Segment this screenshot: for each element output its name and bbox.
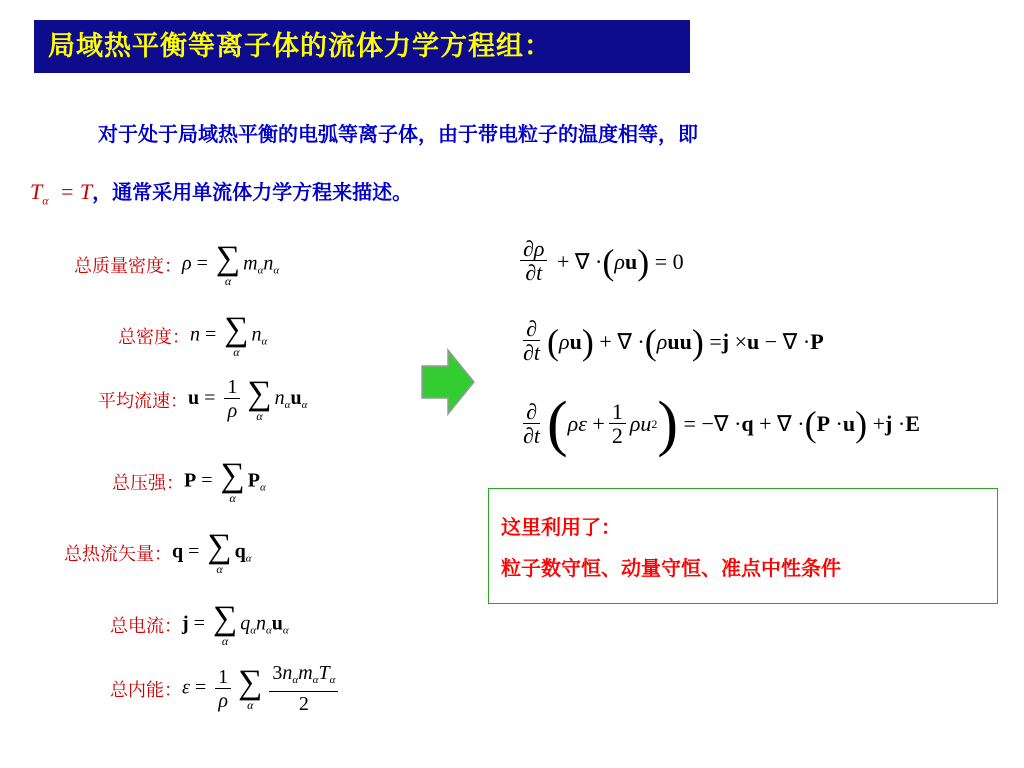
definition-label: 平均流速： bbox=[98, 390, 188, 412]
definition-label: 总压强： bbox=[112, 473, 184, 494]
mass-density-formula: ρ = ∑ α $m_\alpha n_\alpha$ bbox=[182, 240, 280, 288]
energy-equation: $\frac{\partial}{\partial t}$ ( ρε + $\frac{1}{2}$ ρu 2 ) = −∇ · q + ∇ · ( P · u ) + j · E bbox=[523, 390, 920, 458]
intro-line-2-text: ，通常采用单流体力学方程来描述。 bbox=[92, 180, 413, 204]
internal-energy-formula: ε = $\frac{1}{\rho}$ ∑ α $\frac{3n_\alpha m_\alpha T_\alpha}{2}$ bbox=[182, 662, 342, 716]
right-arrow-icon bbox=[420, 348, 476, 416]
total-pressure-formula: P = ∑ α $P_\alpha$ bbox=[184, 457, 266, 505]
conservation-note-box bbox=[488, 488, 998, 604]
definition-internal-energy bbox=[110, 662, 342, 716]
definition-heat-flux bbox=[64, 528, 252, 576]
definition-mass-density bbox=[74, 240, 280, 288]
mean-velocity-formula: u = $\frac{1}{\rho}$ ∑ α $n_\alpha u_\alpha$ bbox=[188, 374, 308, 423]
intro-line-2 bbox=[30, 176, 412, 208]
slide-title: 局域热平衡等离子体的流体力学方程组： bbox=[34, 20, 690, 73]
momentum-equation: $\frac{\partial}{\partial t}$ ( ρ u ) + ∇ · ( ρ uu ) = j × u − ∇ · P bbox=[523, 316, 824, 365]
heat-flux-formula: q = ∑ α $q_\alpha$ bbox=[172, 528, 252, 576]
continuity-equation: $\frac{\partial\rho}{\partial t}$ + ∇ · ( ρ u ) = 0 bbox=[516, 238, 684, 285]
definition-label: 总电流： bbox=[110, 616, 182, 637]
note-line-1: 这里利用了： bbox=[501, 515, 621, 539]
note-line-2: 粒子数守恒、动量守恒、准点中性条件 bbox=[501, 556, 841, 580]
number-density-formula: n = ∑ α $n_\alpha$ bbox=[190, 311, 268, 359]
definition-total-current bbox=[110, 600, 289, 648]
definition-label: 总内能： bbox=[110, 680, 182, 701]
total-current-formula: j = ∑ α $q_\alpha n_\alpha u_\alpha$ bbox=[182, 600, 289, 648]
temperature-equality-formula: $T_\alpha = T$ bbox=[30, 179, 93, 208]
definition-number-density bbox=[118, 311, 268, 359]
definition-mean-velocity bbox=[98, 376, 307, 423]
intro-line-1: 对于处于局域热平衡的电弧等离子体，由于带电粒子的温度相等，即 bbox=[98, 122, 698, 146]
definition-total-pressure bbox=[112, 457, 266, 505]
definition-label: 总密度： bbox=[118, 327, 190, 348]
definition-label: 总热流矢量： bbox=[64, 544, 172, 565]
definition-label: 总质量密度： bbox=[74, 256, 182, 277]
